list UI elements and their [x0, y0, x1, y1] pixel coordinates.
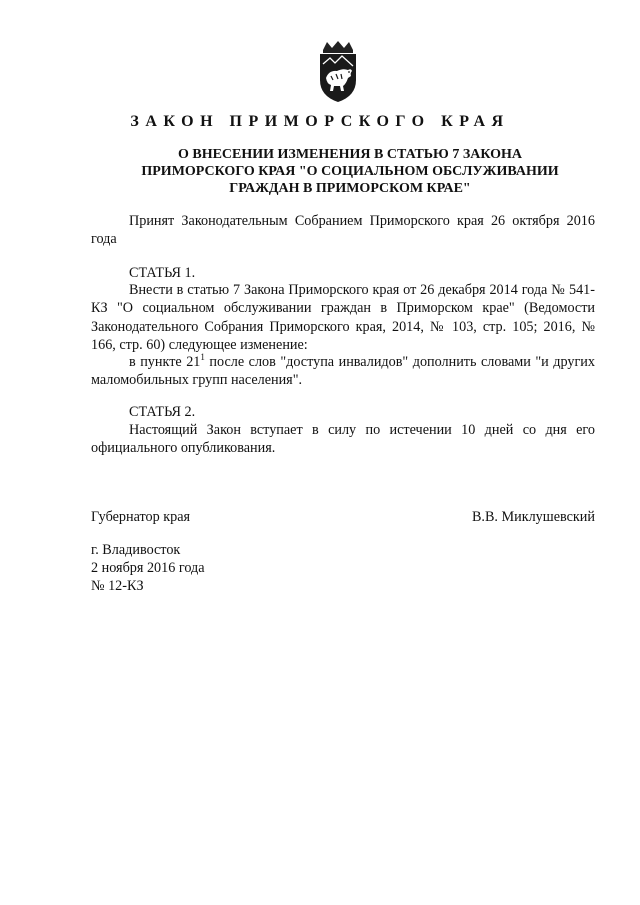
article-1-paragraph-2: [91, 353, 595, 390]
article-1-paragraph-1: [91, 281, 595, 354]
article-1-text-2b: после слов "доступа инвалидов" дополнить словами "и других маломобильных групп населения".: [91, 354, 595, 389]
subtitle-line: ПРИМОРСКОГО КРАЯ "О СОЦИАЛЬНОМ ОБСЛУЖИВАНИИ: [141, 164, 559, 179]
article-2-heading: СТАТЬЯ 2.: [129, 404, 196, 420]
city: г. Владивосток: [91, 542, 181, 558]
law-subtitle: [100, 146, 600, 197]
law-number: № 12-КЗ: [91, 578, 144, 594]
subtitle-line: О ВНЕСЕНИИ ИЗМЕНЕНИЯ В СТАТЬЮ 7 ЗАКОНА: [177, 147, 523, 162]
article-1-text-2a: в пункте 21: [129, 354, 201, 370]
place-and-date: [91, 541, 205, 595]
coat-of-arms-icon: [315, 40, 361, 104]
subtitle-line: ГРАЖДАН В ПРИМОРСКОМ КРАЕ": [229, 181, 471, 196]
article-1-heading: СТАТЬЯ 1.: [129, 265, 196, 281]
footnote-superscript: 1: [200, 352, 205, 362]
adoption-text: Принят Законодательным Собранием Приморского края 26 октября 2016 года: [91, 213, 595, 248]
signatory-name: В.В. Миклушевский: [471, 509, 595, 525]
adoption-statement: [91, 212, 595, 249]
law-title: ЗАКОН ПРИМОРСКОГО КРАЯ: [130, 113, 510, 130]
article-2-text: Настоящий Закон вступает в силу по истечении 10 дней со дня его официального опубликования.: [91, 422, 595, 457]
date: 2 ноября 2016 года: [91, 560, 205, 576]
article-2-paragraph: [91, 421, 595, 458]
signatory-position: Губернатор края: [91, 509, 191, 525]
article-1-text-1: Внести в статью 7 Закона Приморского края от 26 декабря 2014 года № 541-КЗ "О социальном обслуживании граждан в Приморском крае" (Ведомости Законодательного Собрания Приморского края, 2014, № 103, стр. 105; 2016, № 166, стр. 60) следующее изменение:: [91, 282, 595, 353]
